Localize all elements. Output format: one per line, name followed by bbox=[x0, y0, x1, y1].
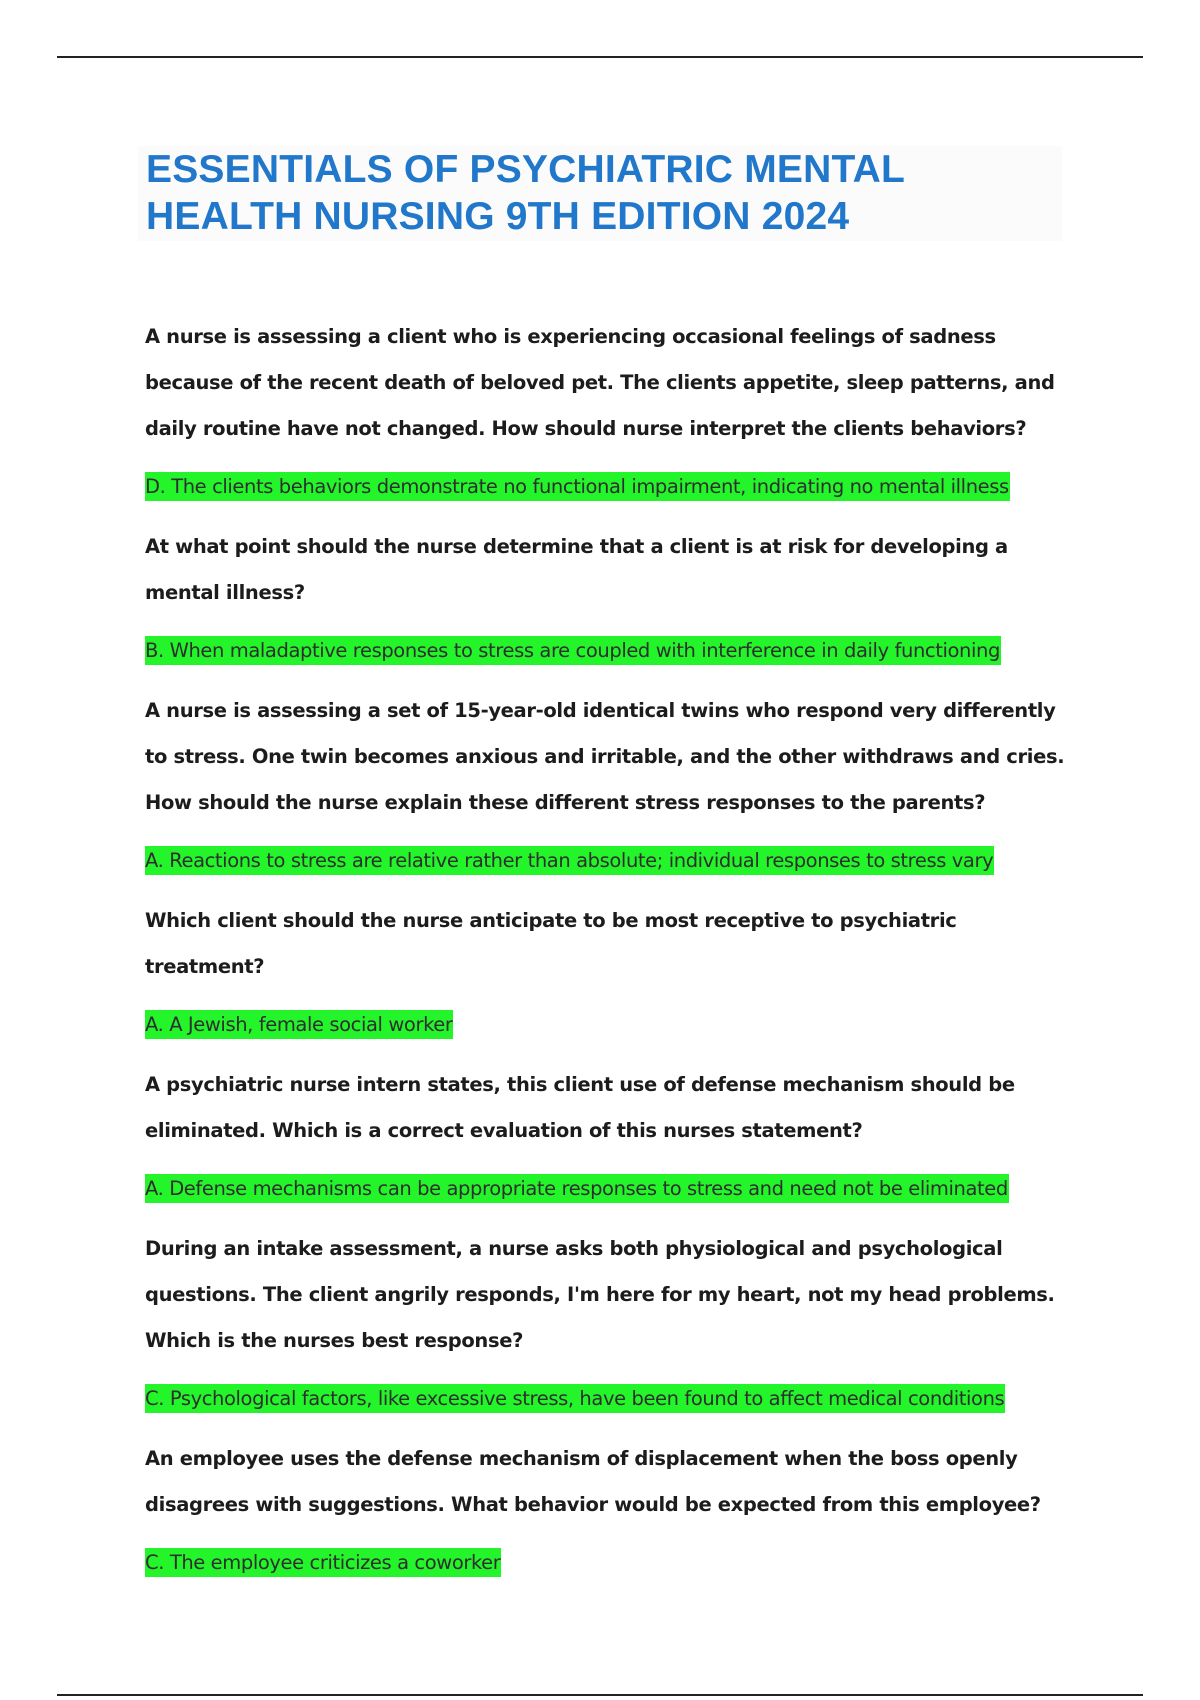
title-block bbox=[138, 146, 1062, 241]
qa-list bbox=[145, 314, 1075, 1600]
bottom-rule bbox=[57, 1694, 1143, 1696]
answer-line bbox=[145, 838, 1075, 884]
question-text: During an intake assessment, a nurse asks both physiological and psychological questions. The client angrily responds, I'm here for my heart, not my head problems. Which is the nurses best response? bbox=[145, 1237, 1055, 1352]
qa-item bbox=[145, 898, 1075, 1048]
question-text: Which client should the nurse anticipate to be most receptive to psychiatric treatment? bbox=[145, 909, 957, 978]
qa-item bbox=[145, 1436, 1075, 1586]
document-title: ESSENTIALS OF PSYCHIATRIC MENTAL HEALTH NURSING 9TH EDITION 2024 bbox=[146, 148, 905, 238]
answer-line bbox=[145, 464, 1075, 510]
answer-highlight: D. The clients behaviors demonstrate no functional impairment, indicating no mental illness bbox=[145, 472, 1010, 501]
qa-item bbox=[145, 1226, 1075, 1422]
answer-line bbox=[145, 1540, 1075, 1586]
answer-line bbox=[145, 1166, 1075, 1212]
answer-line bbox=[145, 1002, 1075, 1048]
qa-item bbox=[145, 1062, 1075, 1212]
answer-line bbox=[145, 628, 1075, 674]
answer-highlight: A. Reactions to stress are relative rather than absolute; individual responses to stress vary bbox=[145, 846, 994, 875]
question-text: A psychiatric nurse intern states, this client use of defense mechanism should be eliminated. Which is a correct evaluation of this nurses statement? bbox=[145, 1073, 1015, 1142]
question-text: At what point should the nurse determine that a client is at risk for developing a mental illness? bbox=[145, 535, 1008, 604]
qa-item bbox=[145, 314, 1075, 510]
answer-highlight: A. A Jewish, female social worker bbox=[145, 1010, 453, 1039]
answer-line bbox=[145, 1376, 1075, 1422]
answer-highlight: C. The employee criticizes a coworker bbox=[145, 1548, 501, 1577]
answer-highlight: B. When maladaptive responses to stress are coupled with interference in daily functioning bbox=[145, 636, 1001, 665]
question-text: An employee uses the defense mechanism of displacement when the boss openly disagrees with suggestions. What behavior would be expected from this employee? bbox=[145, 1447, 1041, 1516]
qa-item bbox=[145, 688, 1075, 884]
answer-highlight: A. Defense mechanisms can be appropriate responses to stress and need not be eliminated bbox=[145, 1174, 1009, 1203]
answer-highlight: C. Psychological factors, like excessive stress, have been found to affect medical conditions bbox=[145, 1384, 1005, 1413]
top-rule bbox=[57, 56, 1143, 58]
question-text: A nurse is assessing a client who is experiencing occasional feelings of sadness because of the recent death of beloved pet. The clients appetite, sleep patterns, and daily routine have not changed. How should nurse interpret the clients behaviors? bbox=[145, 325, 1055, 440]
qa-item bbox=[145, 524, 1075, 674]
question-text: A nurse is assessing a set of 15-year-old identical twins who respond very differently to stress. One twin becomes anxious and irritable, and the other withdraws and cries. How should the nurse explain these different stress responses to the parents? bbox=[145, 699, 1065, 814]
